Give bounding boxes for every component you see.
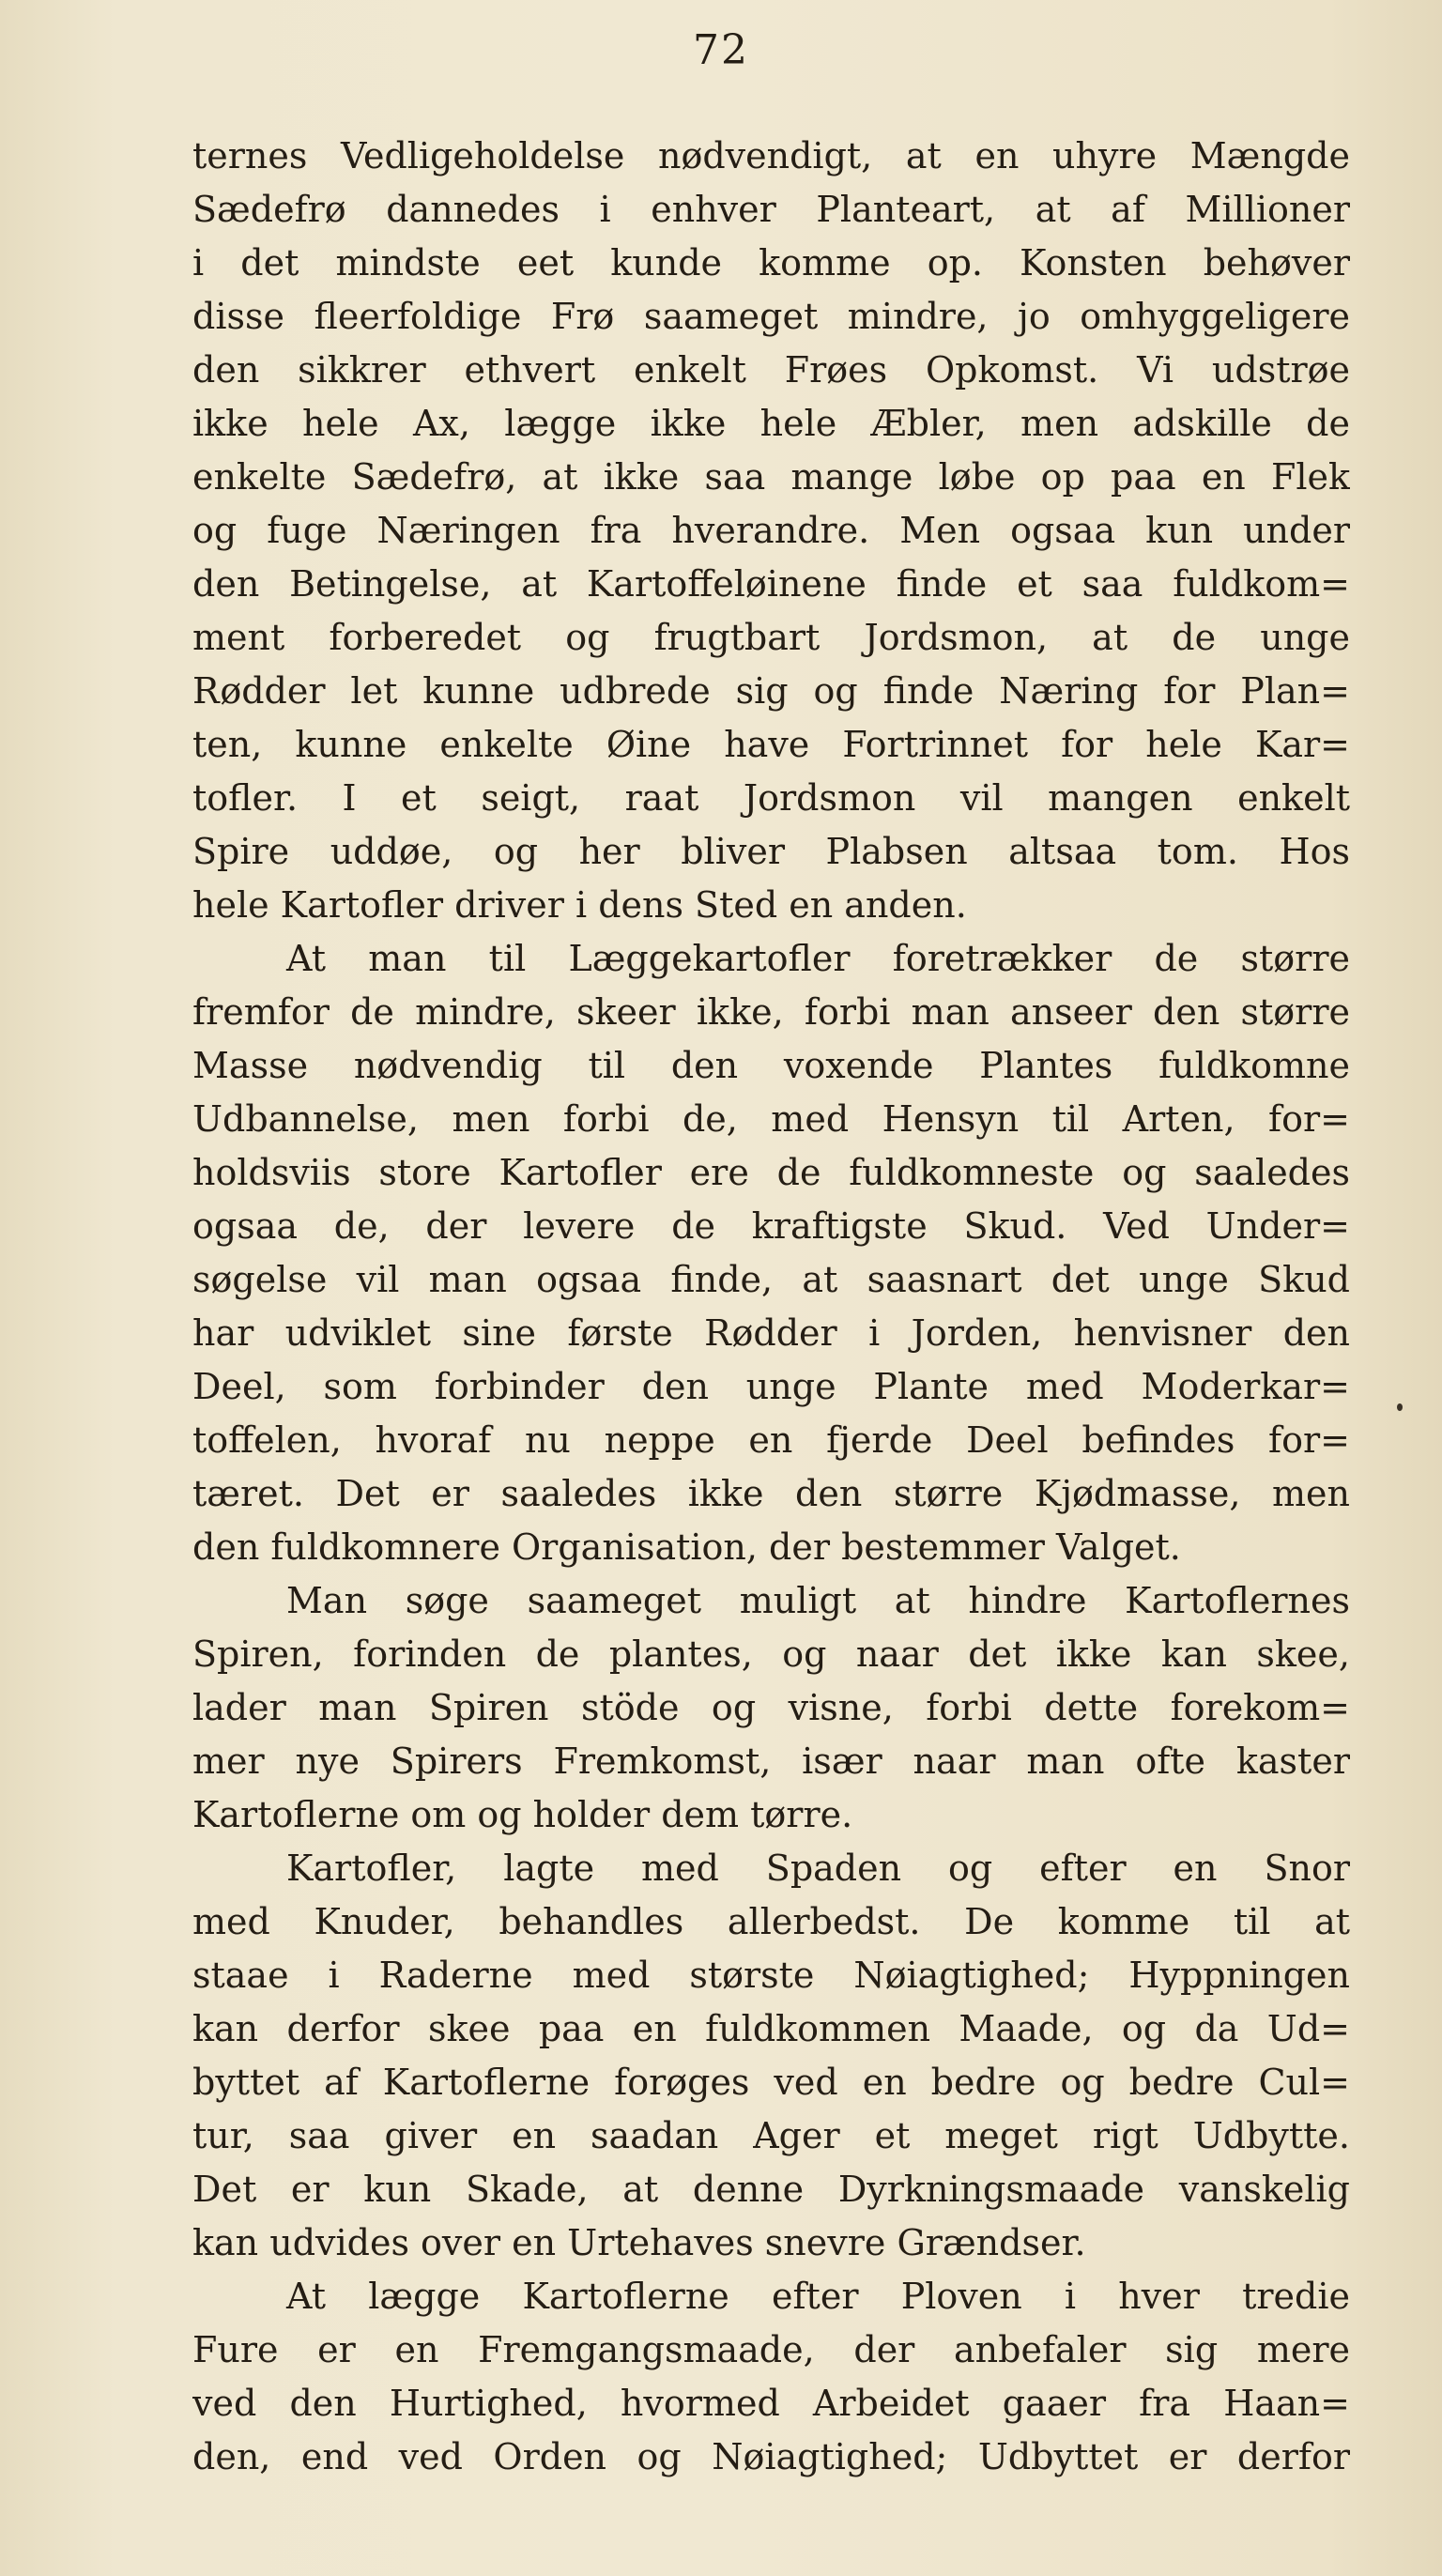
text-line: tofler. I et seigt, raat Jordsmon vil mangen enkelt	[192, 777, 1350, 819]
text-line: Spire uddøe, og her bliver Plabsen altsaa tom. Hos	[192, 831, 1350, 872]
text-line: den, end ved Orden og Nøiagtighed; Udbyttet er derfor	[192, 2436, 1350, 2477]
text-line: Deel, som forbinder den unge Plante med Moderkar=	[192, 1366, 1350, 1407]
text-line: Kartoflerne om og holder dem tørre.	[192, 1794, 853, 1835]
body-text	[192, 130, 1350, 2484]
text-line: ten, kunne enkelte Øine have Fortrinnet for hele Kar=	[192, 724, 1350, 765]
text-line: ment forberedet og frugtbart Jordsmon, at de unge	[192, 617, 1350, 658]
text-line: ved den Hurtighed, hvormed Arbeidet gaaer fra Haan=	[192, 2383, 1350, 2424]
text-line: fremfor de mindre, skeer ikke, forbi man anseer den større	[192, 991, 1350, 1033]
text-line: enkelte Sædefrø, at ikke saa mange løbe op paa en Flek	[192, 456, 1350, 498]
text-line: disse fleerfoldige Frø saameget mindre, jo omhyggeligere	[192, 296, 1350, 337]
text-line: ternes Vedligeholdelse nødvendigt, at en uhyre Mængde	[192, 135, 1350, 176]
text-line: den fuldkomnere Organisation, der bestemmer Valget.	[192, 1526, 1181, 1568]
text-line: Fure er en Fremgangsmaade, der anbefaler sig mere	[192, 2329, 1350, 2370]
text-line: lader man Spiren stöde og visne, forbi dette forekom=	[192, 1687, 1350, 1728]
text-line: byttet af Kartoflerne forøges ved en bedre og bedre Cul=	[192, 2062, 1350, 2103]
text-line: den sikkrer ethvert enkelt Frøes Opkomst. Vi udstrøe	[192, 349, 1350, 391]
text-line: Det er kun Skade, at denne Dyrkningsmaade vanskelig	[192, 2169, 1350, 2210]
text-line: søgelse vil man ogsaa finde, at saasnart det unge Skud	[192, 1259, 1350, 1300]
text-line: At man til Læggekartofler foretrækker de større	[286, 938, 1350, 979]
text-line: staae i Raderne med største Nøiagtighed; Hyppningen	[192, 1955, 1350, 1996]
text-line: kan udvides over en Urtehaves snevre Grændser.	[192, 2222, 1086, 2263]
text-line: Kartofler, lagte med Spaden og efter en Snor	[286, 1848, 1350, 1889]
text-line: Man søge saameget muligt at hindre Kartoflernes	[286, 1580, 1350, 1621]
text-line: holdsviis store Kartofler ere de fuldkomneste og saaledes	[192, 1152, 1350, 1193]
text-line: mer nye Spirers Fremkomst, især naar man ofte kaster	[192, 1740, 1350, 1782]
text-line: med Knuder, behandles allerbedst. De komme til at	[192, 1901, 1350, 1942]
text-line: tur, saa giver en saadan Ager et meget rigt Udbytte.	[192, 2115, 1350, 2156]
ink-speck	[1397, 1403, 1403, 1411]
text-line: At lægge Kartoflerne efter Ploven i hver tredie	[286, 2276, 1350, 2317]
text-line: kan derfor skee paa en fuldkommen Maade, og da Ud=	[192, 2008, 1350, 2049]
text-line: Masse nødvendig til den voxende Plantes fuldkomne	[192, 1045, 1350, 1086]
text-line: den Betingelse, at Kartoffeløinene finde et saa fuldkom=	[192, 563, 1350, 605]
text-line: har udviklet sine første Rødder i Jorden, henvisner den	[192, 1312, 1350, 1354]
text-line: Spiren, forinden de plantes, og naar det ikke kan skee,	[192, 1633, 1350, 1675]
page-number: 72	[693, 26, 749, 74]
text-line: ikke hele Ax, lægge ikke hele Æbler, men adskille de	[192, 403, 1350, 444]
text-line: Sædefrø dannedes i enhver Planteart, at af Millioner	[192, 189, 1350, 230]
text-line: ogsaa de, der levere de kraftigste Skud. Ved Under=	[192, 1205, 1350, 1247]
text-line: og fuge Næringen fra hverandre. Men ogsaa kun under	[192, 510, 1350, 551]
text-line: i det mindste eet kunde komme op. Konsten behøver	[192, 242, 1350, 284]
text-line: Rødder let kunne udbrede sig og finde Næring for Plan=	[192, 670, 1350, 712]
text-line: Udbannelse, men forbi de, med Hensyn til Arten, for=	[192, 1098, 1350, 1140]
text-line: toffelen, hvoraf nu neppe en fjerde Deel befindes for=	[192, 1419, 1350, 1461]
text-line: tæret. Det er saaledes ikke den større Kjødmasse, men	[192, 1473, 1350, 1514]
text-line: hele Kartofler driver i dens Sted en anden.	[192, 884, 967, 926]
